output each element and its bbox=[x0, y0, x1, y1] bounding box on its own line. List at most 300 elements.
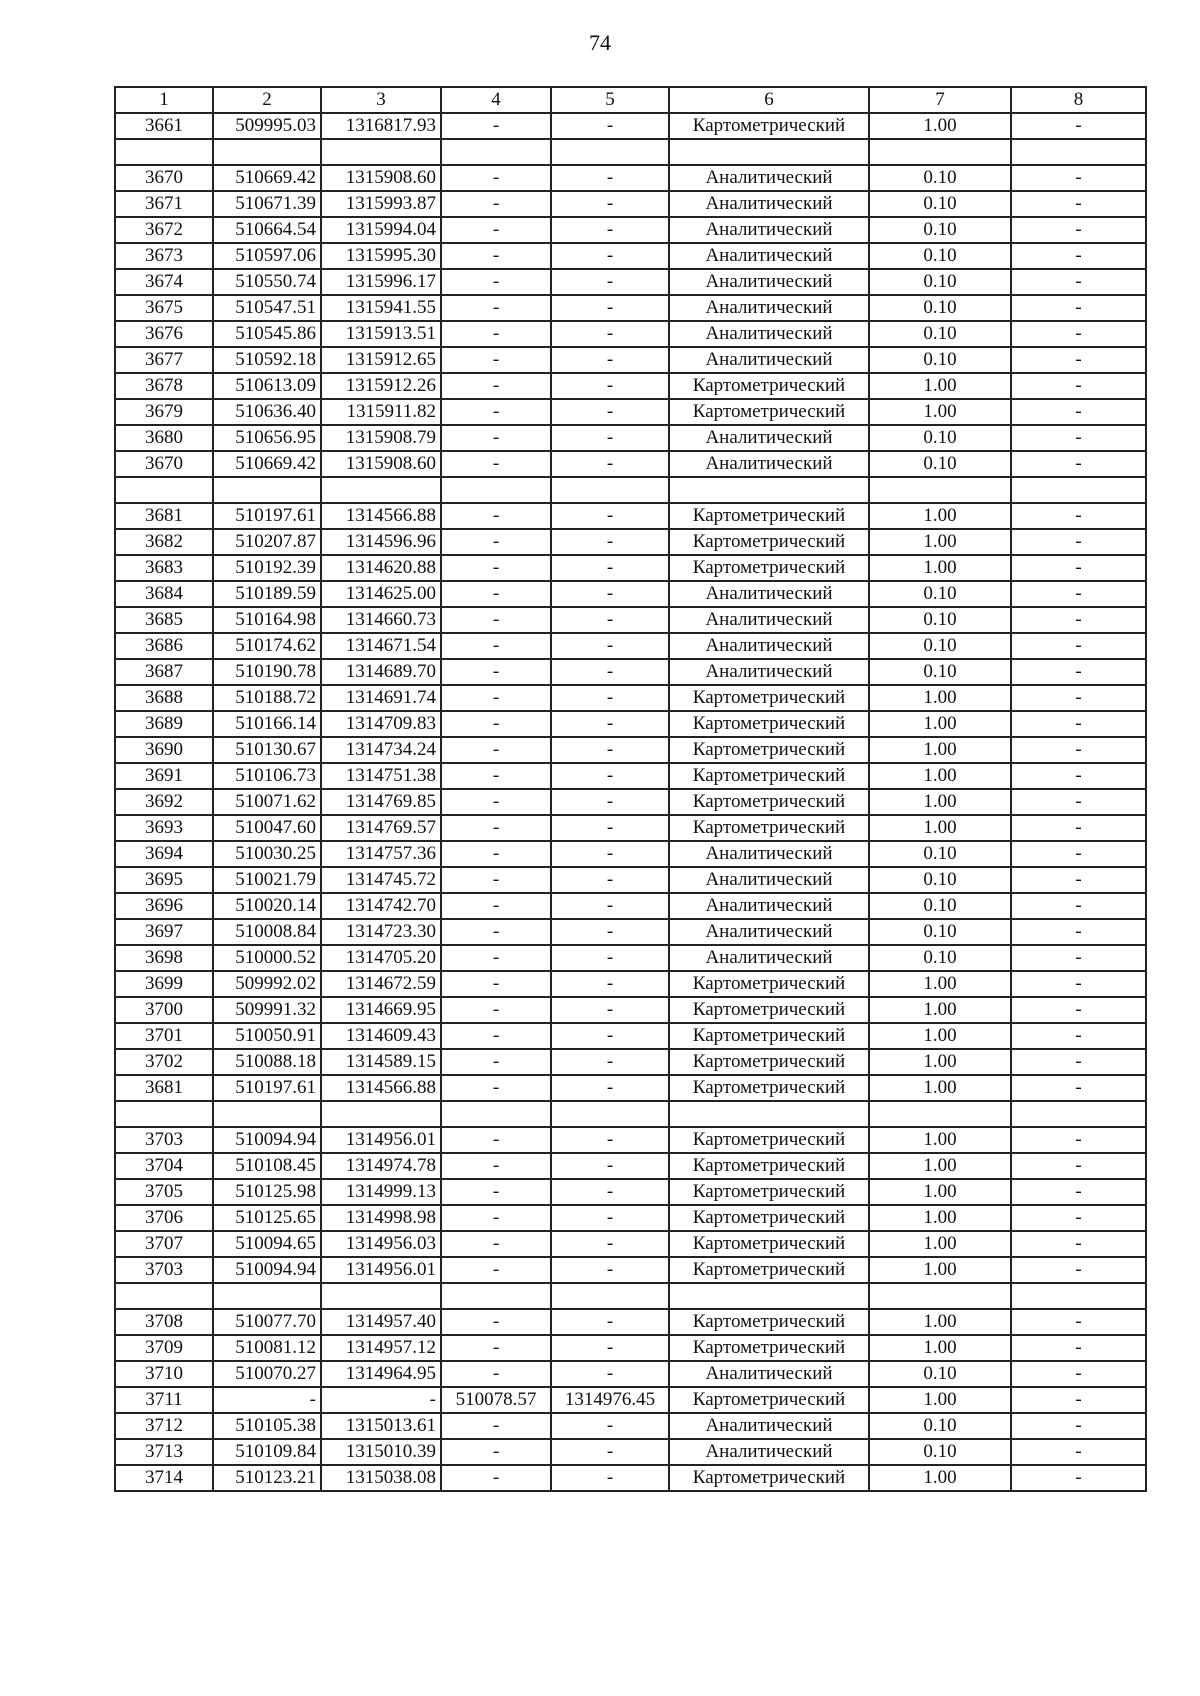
table-cell: 0.10 bbox=[869, 841, 1011, 867]
table-cell: - bbox=[551, 815, 669, 841]
table-cell: 510597.06 bbox=[213, 243, 321, 269]
table-cell: 1.00 bbox=[869, 1075, 1011, 1101]
table-cell: - bbox=[1011, 1153, 1146, 1179]
table-cell: - bbox=[441, 763, 551, 789]
table-cell bbox=[321, 1101, 441, 1127]
table-cell: Картометрический bbox=[669, 1387, 869, 1413]
table-row bbox=[115, 997, 1146, 1023]
table-cell: - bbox=[441, 1127, 551, 1153]
table-cell: 510636.40 bbox=[213, 399, 321, 425]
table-cell: Аналитический bbox=[669, 321, 869, 347]
table-cell: 3703 bbox=[115, 1257, 213, 1283]
table-cell: 3705 bbox=[115, 1179, 213, 1205]
table-row bbox=[115, 1465, 1146, 1491]
table-cell: - bbox=[213, 1387, 321, 1413]
table-cell: 0.10 bbox=[869, 217, 1011, 243]
table-cell: 0.10 bbox=[869, 581, 1011, 607]
table-cell: - bbox=[441, 867, 551, 893]
table-cell: - bbox=[1011, 919, 1146, 945]
table-cell: 1314956.01 bbox=[321, 1257, 441, 1283]
table-cell: - bbox=[551, 191, 669, 217]
table-cell bbox=[441, 1283, 551, 1309]
table-cell: 509992.02 bbox=[213, 971, 321, 997]
table-row bbox=[115, 841, 1146, 867]
table-cell: 1.00 bbox=[869, 1465, 1011, 1491]
table-cell: 0.10 bbox=[869, 1361, 1011, 1387]
table-cell: Картометрический bbox=[669, 1153, 869, 1179]
table-cell: 510669.42 bbox=[213, 451, 321, 477]
table-cell: 509991.32 bbox=[213, 997, 321, 1023]
table-cell bbox=[869, 477, 1011, 503]
table-cell: - bbox=[441, 1179, 551, 1205]
table-row bbox=[115, 893, 1146, 919]
table-cell bbox=[551, 1283, 669, 1309]
table-cell: - bbox=[551, 1049, 669, 1075]
table-cell: 510094.65 bbox=[213, 1231, 321, 1257]
table-cell: 3682 bbox=[115, 529, 213, 555]
table-cell: - bbox=[441, 685, 551, 711]
table-cell: 0.10 bbox=[869, 321, 1011, 347]
table-cell: 3693 bbox=[115, 815, 213, 841]
table-cell bbox=[115, 139, 213, 165]
table-cell: 3680 bbox=[115, 425, 213, 451]
table-body bbox=[115, 113, 1146, 1491]
table-cell: Картометрический bbox=[669, 555, 869, 581]
table-cell: 1315010.39 bbox=[321, 1439, 441, 1465]
table-cell: - bbox=[551, 1231, 669, 1257]
table-cell: Картометрический bbox=[669, 1179, 869, 1205]
table-cell: 3710 bbox=[115, 1361, 213, 1387]
table-cell: 0.10 bbox=[869, 269, 1011, 295]
table-cell: 3695 bbox=[115, 867, 213, 893]
table-cell: Аналитический bbox=[669, 1439, 869, 1465]
table-cell: Картометрический bbox=[669, 113, 869, 139]
table-cell: - bbox=[551, 945, 669, 971]
table-row bbox=[115, 399, 1146, 425]
table-cell: Картометрический bbox=[669, 399, 869, 425]
table-cell: - bbox=[551, 1439, 669, 1465]
table-cell: 1314964.95 bbox=[321, 1361, 441, 1387]
table-row bbox=[115, 1335, 1146, 1361]
table-cell: - bbox=[1011, 321, 1146, 347]
table-cell: 1.00 bbox=[869, 997, 1011, 1023]
table-cell: - bbox=[441, 1205, 551, 1231]
table-cell: 510125.65 bbox=[213, 1205, 321, 1231]
table-cell: - bbox=[551, 841, 669, 867]
table-cell: Аналитический bbox=[669, 919, 869, 945]
table-cell: - bbox=[551, 1179, 669, 1205]
table-row bbox=[115, 1101, 1146, 1127]
table-cell: - bbox=[441, 425, 551, 451]
table-cell: - bbox=[441, 191, 551, 217]
table-cell: - bbox=[1011, 789, 1146, 815]
table-cell: 1.00 bbox=[869, 113, 1011, 139]
table-row bbox=[115, 1127, 1146, 1153]
table-cell: 1314705.20 bbox=[321, 945, 441, 971]
table-cell: 1315908.60 bbox=[321, 451, 441, 477]
table-cell: - bbox=[1011, 737, 1146, 763]
table-row bbox=[115, 1439, 1146, 1465]
table-cell: 3678 bbox=[115, 373, 213, 399]
table-cell: - bbox=[441, 659, 551, 685]
table-cell: - bbox=[441, 737, 551, 763]
table-cell: - bbox=[1011, 685, 1146, 711]
table-cell: 1314566.88 bbox=[321, 1075, 441, 1101]
table-cell: Аналитический bbox=[669, 269, 869, 295]
table-cell: 510088.18 bbox=[213, 1049, 321, 1075]
table-row bbox=[115, 1075, 1146, 1101]
table-cell: Аналитический bbox=[669, 165, 869, 191]
table-cell: 510613.09 bbox=[213, 373, 321, 399]
table-cell: 3681 bbox=[115, 503, 213, 529]
table-cell: 510094.94 bbox=[213, 1257, 321, 1283]
table-cell: - bbox=[1011, 529, 1146, 555]
table-cell: 3711 bbox=[115, 1387, 213, 1413]
table-cell: 0.10 bbox=[869, 893, 1011, 919]
table-cell: - bbox=[1011, 243, 1146, 269]
table-cell bbox=[115, 1101, 213, 1127]
table-cell: - bbox=[1011, 1257, 1146, 1283]
table-cell: 1315995.30 bbox=[321, 243, 441, 269]
table-cell: - bbox=[551, 529, 669, 555]
table-row bbox=[115, 373, 1146, 399]
column-header: 3 bbox=[321, 87, 441, 113]
table-cell: - bbox=[551, 893, 669, 919]
table-cell: 1314957.40 bbox=[321, 1309, 441, 1335]
table-cell: - bbox=[551, 399, 669, 425]
table-cell: Картометрический bbox=[669, 1023, 869, 1049]
table-cell: 0.10 bbox=[869, 451, 1011, 477]
table-row bbox=[115, 295, 1146, 321]
table-cell: - bbox=[551, 1309, 669, 1335]
table-cell: 1314769.85 bbox=[321, 789, 441, 815]
table-cell: - bbox=[441, 399, 551, 425]
table-cell: 1.00 bbox=[869, 737, 1011, 763]
table-cell: Аналитический bbox=[669, 295, 869, 321]
table-cell: - bbox=[1011, 1049, 1146, 1075]
table-row bbox=[115, 1023, 1146, 1049]
table-cell: - bbox=[1011, 893, 1146, 919]
table-cell: 3688 bbox=[115, 685, 213, 711]
table-cell: 1314671.54 bbox=[321, 633, 441, 659]
table-cell: 3707 bbox=[115, 1231, 213, 1257]
table-cell: - bbox=[441, 919, 551, 945]
table-row bbox=[115, 607, 1146, 633]
table-cell: 1315908.60 bbox=[321, 165, 441, 191]
table-cell: - bbox=[1011, 945, 1146, 971]
table-cell: 1.00 bbox=[869, 1153, 1011, 1179]
table-cell: 3686 bbox=[115, 633, 213, 659]
table-cell: 1315038.08 bbox=[321, 1465, 441, 1491]
table-row bbox=[115, 347, 1146, 373]
table-cell: 3677 bbox=[115, 347, 213, 373]
table-cell: 1316817.93 bbox=[321, 113, 441, 139]
table-cell bbox=[441, 477, 551, 503]
table-cell: 510656.95 bbox=[213, 425, 321, 451]
table-cell: - bbox=[551, 347, 669, 373]
table-cell: - bbox=[441, 373, 551, 399]
table-cell: - bbox=[441, 581, 551, 607]
table-cell: 510164.98 bbox=[213, 607, 321, 633]
column-header: 7 bbox=[869, 87, 1011, 113]
table-row bbox=[115, 1309, 1146, 1335]
table-cell: 3691 bbox=[115, 763, 213, 789]
table-cell: 1.00 bbox=[869, 789, 1011, 815]
table-cell: 510545.86 bbox=[213, 321, 321, 347]
table-cell: 3709 bbox=[115, 1335, 213, 1361]
table-cell: - bbox=[1011, 269, 1146, 295]
table-cell: - bbox=[441, 971, 551, 997]
table-cell: - bbox=[1011, 1127, 1146, 1153]
table-row bbox=[115, 1361, 1146, 1387]
table-cell: 1314596.96 bbox=[321, 529, 441, 555]
table-cell: 3694 bbox=[115, 841, 213, 867]
table-cell: - bbox=[1011, 607, 1146, 633]
table-cell: 3687 bbox=[115, 659, 213, 685]
table-cell: 510189.59 bbox=[213, 581, 321, 607]
table-cell: 0.10 bbox=[869, 1439, 1011, 1465]
table-cell bbox=[1011, 1283, 1146, 1309]
table-cell bbox=[441, 1101, 551, 1127]
table-cell: Аналитический bbox=[669, 217, 869, 243]
table-cell: Картометрический bbox=[669, 1231, 869, 1257]
table-cell: Картометрический bbox=[669, 1075, 869, 1101]
table-cell: - bbox=[1011, 711, 1146, 737]
table-cell: 1314660.73 bbox=[321, 607, 441, 633]
table-row bbox=[115, 217, 1146, 243]
table-row bbox=[115, 633, 1146, 659]
table-cell: - bbox=[1011, 1439, 1146, 1465]
table-cell: Картометрический bbox=[669, 1257, 869, 1283]
table-cell: 3692 bbox=[115, 789, 213, 815]
table-cell: - bbox=[1011, 1075, 1146, 1101]
table-cell: - bbox=[441, 243, 551, 269]
table-cell: - bbox=[551, 763, 669, 789]
table-cell: 1314734.24 bbox=[321, 737, 441, 763]
table-header-row bbox=[115, 87, 1146, 113]
table-cell: 510108.45 bbox=[213, 1153, 321, 1179]
table-cell: - bbox=[441, 815, 551, 841]
table-cell: 3683 bbox=[115, 555, 213, 581]
table-cell: 3714 bbox=[115, 1465, 213, 1491]
table-cell: Аналитический bbox=[669, 191, 869, 217]
table-cell: - bbox=[551, 1361, 669, 1387]
table-cell: - bbox=[1011, 191, 1146, 217]
table-cell: 1.00 bbox=[869, 685, 1011, 711]
table-cell: - bbox=[551, 555, 669, 581]
table-cell: Аналитический bbox=[669, 425, 869, 451]
table-cell: - bbox=[551, 243, 669, 269]
table-cell: 1.00 bbox=[869, 971, 1011, 997]
table-cell: - bbox=[1011, 633, 1146, 659]
table-cell bbox=[551, 477, 669, 503]
table-row bbox=[115, 191, 1146, 217]
table-cell: 1.00 bbox=[869, 399, 1011, 425]
table-cell: 3673 bbox=[115, 243, 213, 269]
table-row bbox=[115, 503, 1146, 529]
table-cell: Аналитический bbox=[669, 581, 869, 607]
table-cell: - bbox=[551, 1127, 669, 1153]
table-cell: 510000.52 bbox=[213, 945, 321, 971]
table-cell: - bbox=[441, 1231, 551, 1257]
table-cell: 1314957.12 bbox=[321, 1335, 441, 1361]
table-cell: - bbox=[441, 1335, 551, 1361]
table-cell: - bbox=[1011, 971, 1146, 997]
table-cell: Картометрический bbox=[669, 503, 869, 529]
table-cell: 1314589.15 bbox=[321, 1049, 441, 1075]
table-cell: 3685 bbox=[115, 607, 213, 633]
table-cell: - bbox=[551, 659, 669, 685]
table-cell: - bbox=[441, 711, 551, 737]
table-row bbox=[115, 243, 1146, 269]
table-cell: 1314689.70 bbox=[321, 659, 441, 685]
table-cell: - bbox=[1011, 1465, 1146, 1491]
table-cell: 1.00 bbox=[869, 1257, 1011, 1283]
table-cell: 1.00 bbox=[869, 1049, 1011, 1075]
table-cell: - bbox=[1011, 1387, 1146, 1413]
table-cell: - bbox=[551, 451, 669, 477]
table-cell: - bbox=[441, 841, 551, 867]
table-cell: Аналитический bbox=[669, 893, 869, 919]
table-cell: - bbox=[551, 607, 669, 633]
table-cell: 1314745.72 bbox=[321, 867, 441, 893]
table-cell: 1315912.65 bbox=[321, 347, 441, 373]
table-cell: 1314751.38 bbox=[321, 763, 441, 789]
table-cell bbox=[869, 139, 1011, 165]
table-cell: - bbox=[551, 269, 669, 295]
table-cell: 510105.38 bbox=[213, 1413, 321, 1439]
table-cell: - bbox=[1011, 1231, 1146, 1257]
table-cell: 1.00 bbox=[869, 503, 1011, 529]
table-cell bbox=[213, 139, 321, 165]
table-cell: 0.10 bbox=[869, 295, 1011, 321]
table-cell: - bbox=[551, 1257, 669, 1283]
coordinates-table bbox=[114, 86, 1147, 1492]
table-cell: - bbox=[1011, 1413, 1146, 1439]
table-cell: Картометрический bbox=[669, 529, 869, 555]
table-cell: - bbox=[441, 633, 551, 659]
table-cell: 3713 bbox=[115, 1439, 213, 1465]
table-cell: - bbox=[1011, 581, 1146, 607]
table-cell: 0.10 bbox=[869, 633, 1011, 659]
table-row bbox=[115, 139, 1146, 165]
table-cell bbox=[321, 1283, 441, 1309]
table-cell: - bbox=[551, 789, 669, 815]
table-cell: 510008.84 bbox=[213, 919, 321, 945]
table-cell: 0.10 bbox=[869, 945, 1011, 971]
table-cell: 0.10 bbox=[869, 607, 1011, 633]
table-cell: 3670 bbox=[115, 451, 213, 477]
table-cell: - bbox=[441, 1049, 551, 1075]
table-cell: Картометрический bbox=[669, 737, 869, 763]
table-cell: 1314709.83 bbox=[321, 711, 441, 737]
table-cell: - bbox=[441, 1153, 551, 1179]
table-cell: - bbox=[441, 1361, 551, 1387]
table-cell: Аналитический bbox=[669, 347, 869, 373]
table-row bbox=[115, 867, 1146, 893]
table-cell: - bbox=[441, 893, 551, 919]
table-cell: - bbox=[441, 1023, 551, 1049]
table-cell: 1314757.36 bbox=[321, 841, 441, 867]
table-cell: 0.10 bbox=[869, 425, 1011, 451]
table-cell: Аналитический bbox=[669, 1361, 869, 1387]
table-cell: 1315913.51 bbox=[321, 321, 441, 347]
table-cell: - bbox=[551, 217, 669, 243]
table-cell: - bbox=[1011, 399, 1146, 425]
table-row bbox=[115, 763, 1146, 789]
table-cell: - bbox=[551, 503, 669, 529]
table-cell: Картометрический bbox=[669, 685, 869, 711]
table-cell: - bbox=[441, 269, 551, 295]
table-cell: 3689 bbox=[115, 711, 213, 737]
table-cell: Аналитический bbox=[669, 841, 869, 867]
table-cell: 3703 bbox=[115, 1127, 213, 1153]
table-cell: 1.00 bbox=[869, 1335, 1011, 1361]
table-cell: 1314956.03 bbox=[321, 1231, 441, 1257]
table-cell: Картометрический bbox=[669, 815, 869, 841]
table-cell: - bbox=[441, 451, 551, 477]
table-cell: - bbox=[441, 113, 551, 139]
table-cell bbox=[115, 477, 213, 503]
table-row bbox=[115, 165, 1146, 191]
table-cell: - bbox=[441, 503, 551, 529]
table-cell: 1314956.01 bbox=[321, 1127, 441, 1153]
table-cell: 1314742.70 bbox=[321, 893, 441, 919]
table-cell: Картометрический bbox=[669, 1205, 869, 1231]
table-cell: 0.10 bbox=[869, 919, 1011, 945]
table-cell bbox=[213, 477, 321, 503]
table-cell: 1.00 bbox=[869, 1127, 1011, 1153]
table-cell: - bbox=[551, 1413, 669, 1439]
table-cell: - bbox=[1011, 347, 1146, 373]
table-cell bbox=[213, 1283, 321, 1309]
table-cell: - bbox=[1011, 113, 1146, 139]
table-cell: - bbox=[441, 529, 551, 555]
table-cell: Аналитический bbox=[669, 867, 869, 893]
table-cell: 1.00 bbox=[869, 373, 1011, 399]
table-cell: 0.10 bbox=[869, 165, 1011, 191]
table-cell bbox=[1011, 1101, 1146, 1127]
table-cell: 510123.21 bbox=[213, 1465, 321, 1491]
table-cell bbox=[869, 1101, 1011, 1127]
column-header: 4 bbox=[441, 87, 551, 113]
table-cell: 1.00 bbox=[869, 1205, 1011, 1231]
table-cell: - bbox=[1011, 295, 1146, 321]
table-row bbox=[115, 477, 1146, 503]
table-cell: 1315993.87 bbox=[321, 191, 441, 217]
table-cell: 510070.27 bbox=[213, 1361, 321, 1387]
table-row bbox=[115, 685, 1146, 711]
table-cell bbox=[213, 1101, 321, 1127]
table-cell: 1.00 bbox=[869, 1231, 1011, 1257]
table-cell: Картометрический bbox=[669, 1465, 869, 1491]
table-cell: - bbox=[441, 1439, 551, 1465]
table-cell: 1314999.13 bbox=[321, 1179, 441, 1205]
table-cell bbox=[869, 1283, 1011, 1309]
table-cell: 1314620.88 bbox=[321, 555, 441, 581]
table-cell: - bbox=[551, 321, 669, 347]
table-cell: 1.00 bbox=[869, 1309, 1011, 1335]
column-header: 2 bbox=[213, 87, 321, 113]
table-cell bbox=[669, 139, 869, 165]
table-cell: 3701 bbox=[115, 1023, 213, 1049]
table-cell: - bbox=[551, 1205, 669, 1231]
table-cell: 3661 bbox=[115, 113, 213, 139]
table-cell: 1315912.26 bbox=[321, 373, 441, 399]
table-cell bbox=[669, 1101, 869, 1127]
table-row bbox=[115, 919, 1146, 945]
table-cell: - bbox=[551, 633, 669, 659]
